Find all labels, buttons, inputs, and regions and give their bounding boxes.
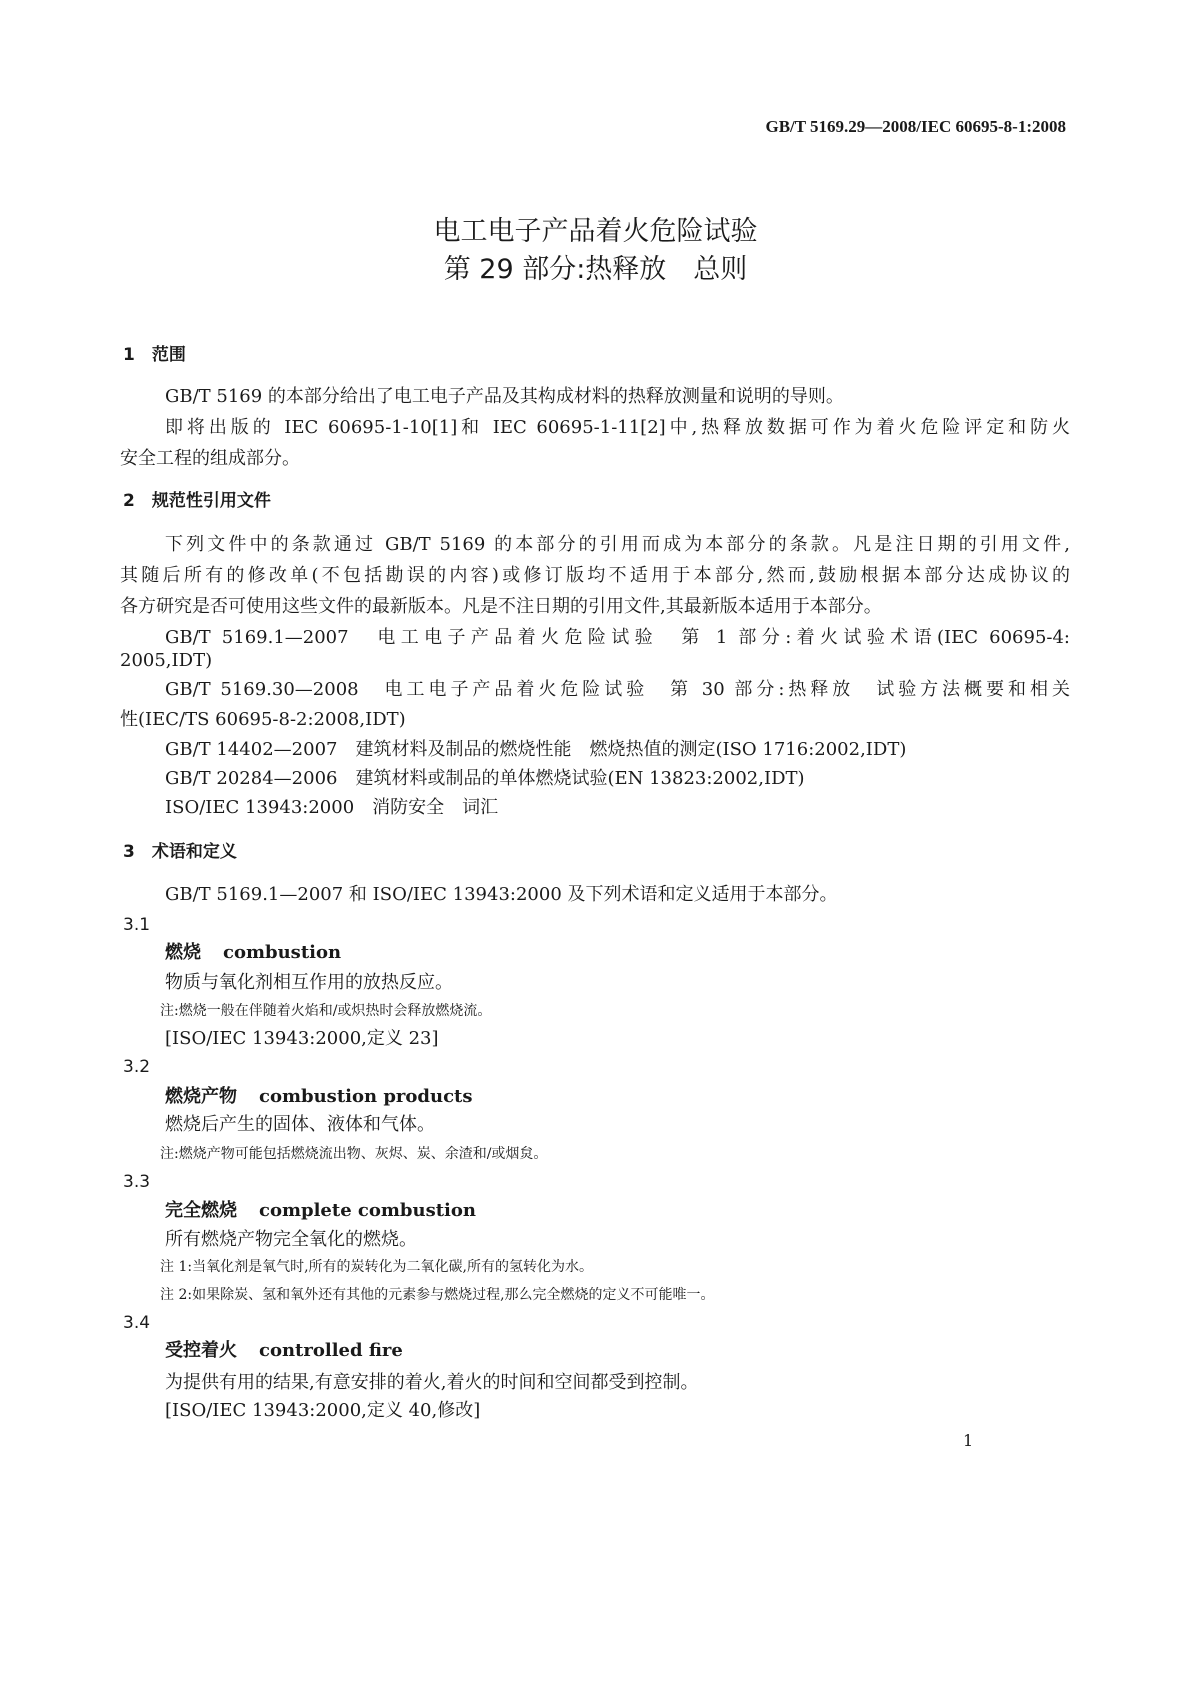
term-zh: 完全燃烧: [165, 1200, 237, 1221]
reference-item: GB/T 14402—2007 建筑材料及制品的燃烧性能 燃烧热值的测定(ISO 1716:2002,IDT): [165, 739, 907, 760]
term-en: controlled fire: [259, 1340, 403, 1361]
term-number: 3.2: [123, 1057, 151, 1077]
paragraph: 安全工程的组成部分。: [120, 448, 300, 469]
paragraph: 各方研究是否可使用这些文件的最新版本。凡是不注日期的引用文件,其最新版本适用于本部分。: [120, 596, 882, 617]
section-2-heading: 2 规范性引用文件: [123, 491, 271, 511]
reference-item: GB/T 5169.30—2008 电工电子产品着火危险试验 第 30 部分:热释放 试验方法概要和相关: [165, 679, 1070, 700]
document-subtitle: 第 29 部分:热释放 总则: [443, 254, 748, 285]
term-note: 注 1:当氧化剂是氧气时,所有的炭转化为二氧化碳,所有的氢转化为水。: [160, 1259, 593, 1275]
standard-code: GB/T 5169.29—2008/IEC 60695-8-1:2008: [765, 117, 1066, 136]
term-definition: 物质与氧化剂相互作用的放热反应。: [165, 972, 453, 993]
term-number: 3.4: [123, 1313, 151, 1333]
term-note: 注 2:如果除炭、氢和氧外还有其他的元素参与燃烧过程,那么完全燃烧的定义不可能唯一。: [160, 1287, 715, 1303]
term-zh: 燃烧产物: [165, 1086, 237, 1107]
term-source: [ISO/IEC 13943:2000,定义 40,修改]: [165, 1400, 481, 1421]
term-definition: 燃烧后产生的固体、液体和气体。: [165, 1114, 435, 1135]
reference-item: 性(IEC/TS 60695-8-2:2008,IDT): [120, 709, 406, 730]
paragraph: 即将出版的 IEC 60695-1-10[1]和 IEC 60695-1-11[2]中,热释放数据可作为着火危险评定和防火: [165, 417, 1070, 438]
reference-item: ISO/IEC 13943:2000 消防安全 词汇: [165, 797, 499, 818]
term-en: combustion: [223, 942, 342, 963]
term-note: 注:燃烧一般在伴随着火焰和/或炽热时会释放燃烧流。: [160, 1003, 492, 1019]
term-note: 注:燃烧产物可能包括燃烧流出物、灰烬、炭、余渣和/或烟炱。: [160, 1146, 548, 1162]
section-1-heading: 1 范围: [123, 345, 186, 365]
term-en: combustion products: [259, 1086, 473, 1107]
term-definition: 为提供有用的结果,有意安排的着火,着火的时间和空间都受到控制。: [165, 1372, 699, 1393]
page-number: 1: [963, 1431, 974, 1450]
term-number: 3.1: [123, 915, 151, 935]
term-number: 3.3: [123, 1172, 151, 1192]
term-en: complete combustion: [259, 1200, 476, 1221]
term-zh: 燃烧: [165, 942, 201, 963]
paragraph: GB/T 5169.1—2007 和 ISO/IEC 13943:2000 及下列术语和定义适用于本部分。: [165, 884, 838, 905]
reference-item: GB/T 5169.1—2007 电工电子产品着火危险试验 第 1 部分:着火试验术语(IEC 60695-4:: [165, 627, 1070, 648]
term-source: [ISO/IEC 13943:2000,定义 23]: [165, 1028, 439, 1049]
section-3-heading: 3 术语和定义: [123, 842, 237, 862]
reference-item: 2005,IDT): [120, 650, 213, 671]
term-zh: 受控着火: [165, 1340, 237, 1361]
term-title: [165, 1200, 476, 1222]
reference-item: GB/T 20284—2006 建筑材料或制品的单体燃烧试验(EN 13823:2002,IDT): [165, 768, 805, 789]
term-definition: 所有燃烧产物完全氧化的燃烧。: [165, 1229, 417, 1250]
term-title: [165, 942, 341, 964]
term-title: [165, 1086, 473, 1108]
document-title: 电工电子产品着火危险试验: [433, 216, 758, 247]
term-title: [165, 1340, 403, 1362]
paragraph: 下列文件中的条款通过 GB/T 5169 的本部分的引用而成为本部分的条款。凡是注日期的引用文件,: [165, 534, 1070, 555]
paragraph: GB/T 5169 的本部分给出了电工电子产品及其构成材料的热释放测量和说明的导则。: [165, 386, 844, 407]
paragraph: 其随后所有的修改单(不包括勘误的内容)或修订版均不适用于本部分,然而,鼓励根据本部分达成协议的: [120, 565, 1070, 586]
